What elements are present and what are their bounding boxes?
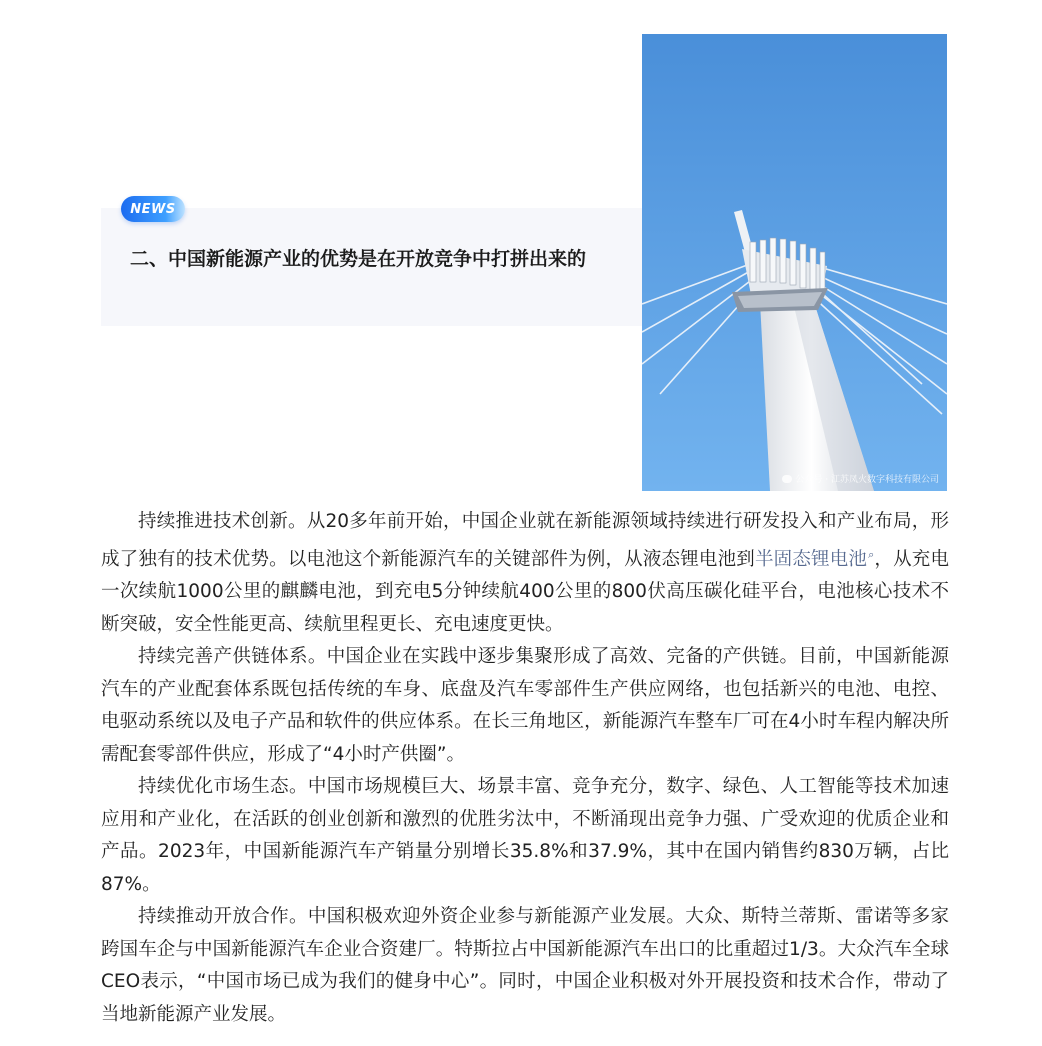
paragraph-market-ecology: 持续优化市场生态。中国市场规模巨大、场景丰富、竞争充分，数字、绿色、人工智能等技术加速应用和产业化，在活跃的创业创新和激烈的优胜劣汰中，不断涌现出竞争力强、广受欢迎的优质企业和产品。2023年，中国新能源汽车产销量分别增长35.8%和37.9%，其中在国内销售约830万辆，占比87%。 (101, 776, 949, 895)
article-body (101, 506, 949, 1031)
paragraph-supply-chain: 持续完善产供链体系。中国企业在实践中逐步集聚形成了高效、完备的产供链。目前，中国新能源汽车的产业配套体系既包括传统的车身、底盘及汽车零部件生产供应网络，也包括新兴的电池、电控、电驱动系统以及电子产品和软件的供应体系。在长三角地区，新能源汽车整车厂可在4小时车程内解决所需配套零部件供应，形成了“4小时产供圈”。 (101, 646, 949, 765)
news-badge (121, 196, 185, 222)
wechat-icon (782, 475, 792, 483)
paragraph-open-cooperation: 持续推动开放合作。中国积极欢迎外资企业参与新能源产业发展。大众、斯特兰蒂斯、雷诺等多家跨国车企与中国新能源汽车企业合资建厂。特斯拉占中国新能源汽车出口的比重超过1/3。大众汽车全球CEO表示，“中国市场已成为我们的健身中心”。同时，中国企业积极对外开展投资和技术合作，带动了当地新能源产业发展。 (101, 906, 949, 1025)
paragraph-text: 持续推进技术创新。从20多年前开始，中国企业就在新能源领域持续进行研发投入和产业布局，形成了独有的技术优势。以电池这个新能源汽车的关键部件为例，从液态锂电池到 (101, 511, 949, 570)
photo-watermark (782, 472, 939, 485)
section-title: 二、中国新能源产业的优势是在开放竞争中打拼出来的 (130, 248, 587, 270)
bridge-pylon-photo (642, 34, 947, 491)
photo-watermark-text: 公众号 · 江苏凤火数字科技有限公司 (795, 475, 939, 485)
news-badge-label: NEWS (130, 201, 176, 217)
semi-solid-battery-link[interactable]: 半固态锂电池 (754, 548, 868, 570)
paragraph-tech-innovation (101, 506, 949, 641)
paragraph-text: ，从充电一次续航1000公里的麒麟电池，到充电5分钟续航400公里的800伏高压碳化硅平台，电池核心技术不断突破，安全性能更高、续航里程更长、充电速度更快。 (101, 548, 949, 635)
search-icon[interactable]: ⌕ (868, 547, 875, 561)
